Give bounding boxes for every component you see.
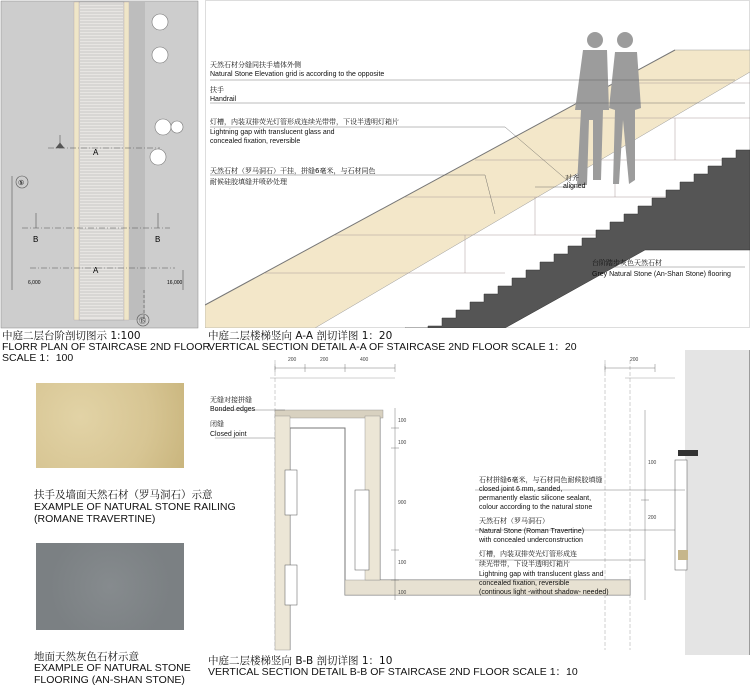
- aa-note1-cn: 天然石材分缝同扶手墙体外侧: [210, 61, 301, 69]
- plan-dim-left: 6,000: [28, 280, 41, 286]
- plan-label-b2: B: [155, 235, 161, 244]
- plan-caption-en: FLORR PLAN OF STAIRCASE 2ND FLOOR: [2, 341, 211, 353]
- aa-aligned-cn: 对齐: [565, 174, 579, 182]
- plan-label-b: B: [33, 235, 39, 244]
- bb-note3-en1: Lightning gap with translucent glass and: [479, 571, 604, 578]
- anshan-caption-en1: EXAMPLE OF NATURAL STONE: [34, 662, 191, 674]
- bb-note3-cn: 灯槽，内装双排荧光灯管形成连: [479, 550, 577, 558]
- bb-note3-en2: concealed fixation, reversible: [479, 580, 570, 587]
- plan-caption-cn: 中庭二层台阶剖切图示 1:100: [2, 330, 141, 342]
- bb-bonded-en: Bonded edges: [210, 406, 256, 413]
- aa-note1-en: Natural Stone Elevation grid is according to the opposite: [210, 71, 385, 78]
- bb-dim-v900: 900: [398, 500, 407, 506]
- bb-caption-en: VERTICAL SECTION DETAIL B-B OF STAIRCASE 2ND FLOOR SCALE 1：10: [208, 666, 578, 678]
- bb-closed-en: Closed joint: [210, 431, 247, 438]
- bb-note1-en2: permanently elastic silicone sealant,: [479, 495, 592, 502]
- floor-plan-drawing: [0, 0, 200, 330]
- aa-note3-cn: 灯槽，内装双排荧光灯管形成连续光带带，下设半透明灯箱片: [210, 118, 399, 126]
- bb-note1-en1: closed joint 6 mm, sanded,: [479, 486, 563, 493]
- plan-dim-right: 16,000: [167, 280, 183, 286]
- aa-note2-cn: 扶手: [210, 86, 224, 94]
- aa-aligned-en: aligned: [563, 183, 586, 190]
- aa-flooring-en: Grey Natural Stone (An-Shan Stone) flooring: [592, 271, 731, 278]
- anshan-caption-en2: FLOORING (AN-SHAN STONE): [34, 674, 185, 686]
- aa-flooring-cn: 台阶踏步灰色天然石材: [592, 259, 662, 267]
- bb-note1-cn: 石材拼缝6毫米，与石材同色耐候胶填缝: [479, 476, 603, 484]
- bb-dim-200b: 200: [320, 357, 329, 363]
- plan-label-a2: A: [93, 266, 99, 275]
- aa-caption-cn: 中庭二层楼梯竖向 A-A 剖切详图 1：20: [208, 330, 393, 342]
- bb-note2-en1: Natural Stone (Roman Travertine): [479, 528, 585, 535]
- aa-note4-cn: 天然石材（罗马洞石）干挂，拼缝6毫米，与石材同色: [210, 167, 376, 175]
- bb-caption-cn: 中庭二层楼梯竖向 B-B 剖切详图 1：10: [208, 655, 393, 667]
- aa-note3-en2: concealed fixation, reversible: [210, 138, 301, 145]
- bb-dim-200a: 200: [288, 357, 297, 363]
- bb-note3-cn2: 续光带带，下设半透明灯箱片: [479, 560, 570, 568]
- bb-dim-v200: 200: [648, 515, 657, 521]
- bb-dim-v100d: 100: [398, 590, 407, 596]
- anshan-sample-swatch: [36, 543, 184, 630]
- aa-note4-cn2: 耐候硅胶填缝并喷砂处理: [210, 178, 287, 186]
- anshan-caption-cn: 地面天然灰色石材示意: [34, 651, 139, 663]
- aa-caption-en: VERTICAL SECTION DETAIL A-A OF STAIRCASE 2ND FLOOR SCALE 1：20: [208, 341, 577, 353]
- plan-label-a: A: [93, 148, 99, 157]
- plan-axis-left: ⑤: [18, 180, 25, 187]
- bb-closed-cn: 闭缝: [210, 420, 224, 428]
- plan-caption-scale: SCALE 1：100: [2, 352, 74, 364]
- bb-note2-cn: 天然石材（罗马洞石）: [479, 517, 549, 525]
- aa-note2-en: Handrail: [210, 96, 237, 103]
- bb-bonded-cn: 无缝对接拼缝: [210, 396, 252, 404]
- bb-note1-en3: colour according to the natural stone: [479, 504, 593, 511]
- travertine-caption-en1: EXAMPLE OF NATURAL STONE RAILING: [34, 501, 236, 513]
- section-bb-drawing: [205, 350, 750, 655]
- bb-dim-v100e: 100: [648, 460, 657, 466]
- travertine-caption-cn: 扶手及墙面天然石材（罗马洞石）示意: [34, 489, 213, 501]
- bb-dim-v100a: 100: [398, 418, 407, 424]
- bb-dim-400: 400: [360, 357, 369, 363]
- bb-note2-en2: with concealed underconstruction: [479, 537, 583, 544]
- plan-axis-right: ⑮: [139, 318, 146, 325]
- bb-note3-en3: (continous light -without shadow- needed): [479, 589, 609, 596]
- bb-dim-v100b: 100: [398, 440, 407, 446]
- bb-dim-v100c: 100: [398, 560, 407, 566]
- travertine-sample-swatch: [36, 383, 184, 468]
- aa-note3-en: Lightning gap with translucent glass and: [210, 129, 335, 136]
- travertine-caption-en2: (ROMANE TRAVERTINE): [34, 513, 156, 525]
- bb-dim-200c: 200: [630, 357, 639, 363]
